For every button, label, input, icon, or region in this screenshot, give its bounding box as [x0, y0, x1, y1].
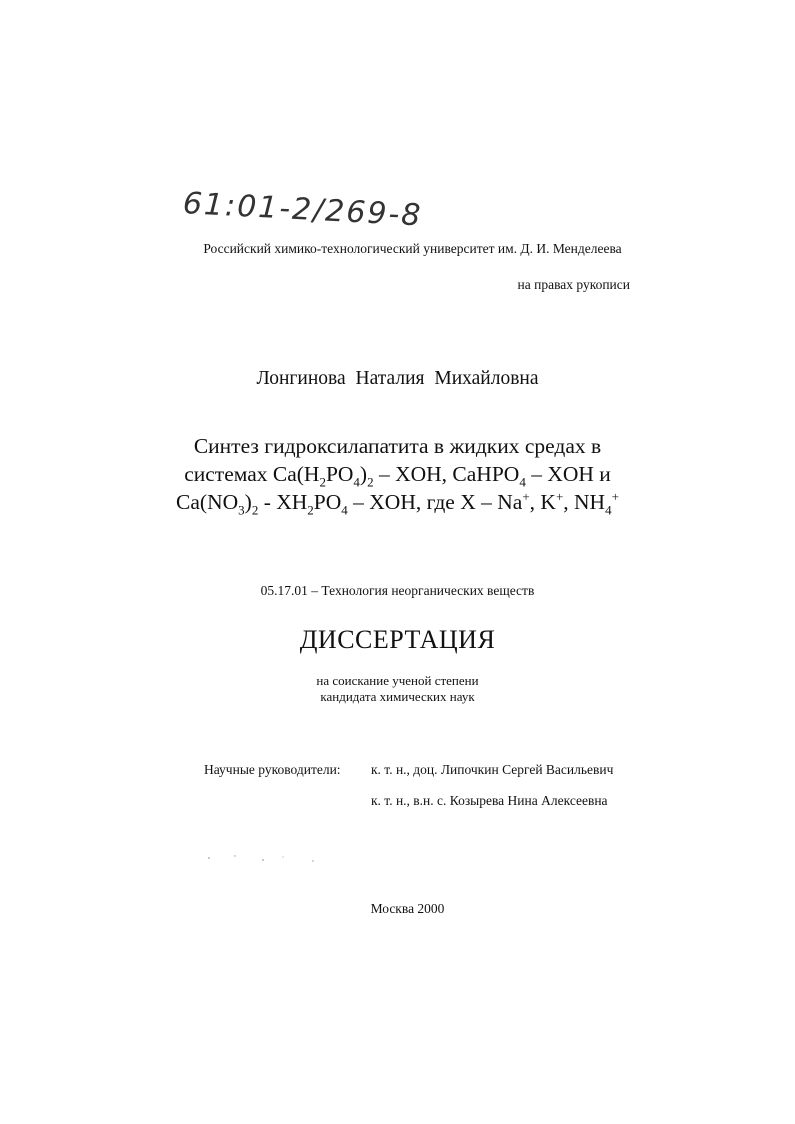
title-line-1: Синтез гидроксилапатита в жидких средах в: [193, 434, 602, 458]
title-line-2: системах $Ca(H_2PO_4)_2$ – XOH, CaHPO$_4$ – XOH и: [184, 462, 611, 490]
scan-noise-dots: [205, 852, 325, 872]
handwritten-archive-number: 61:01-2/269-8: [182, 186, 424, 234]
degree-line-2: кандидата химических наук: [320, 689, 475, 704]
degree-line-1: на соискание ученой степени: [316, 673, 479, 688]
title-line-3: $Ca(NO_3)_2 - XH_2PO_4$ – XOH, где X – Na+, K+, $NH_4^+$: [176, 488, 619, 518]
supervisor-second: к. т. н., в.н. с. Козырева Нина Алексеевна: [371, 793, 608, 808]
document-type-heading: ДИССЕРТАЦИЯ: [299, 625, 496, 654]
specialty-code: 05.17.01 – Технология неорганических веществ: [260, 583, 535, 598]
manuscript-rights-note: на правах рукописи: [517, 277, 630, 292]
supervisor-first: к. т. н., доц. Липочкин Сергей Васильевич: [371, 762, 614, 777]
dissertation-title: [0, 432, 795, 516]
place-and-year: Москва 2000: [370, 901, 445, 916]
degree-sought: [0, 673, 795, 705]
supervisors-label: Научные руководители:: [204, 762, 341, 777]
author-name: Лонгинова Наталия Михайловна: [256, 368, 539, 389]
university-name: Российский химико-технологический университет им. Д. И. Менделеева: [203, 241, 622, 256]
